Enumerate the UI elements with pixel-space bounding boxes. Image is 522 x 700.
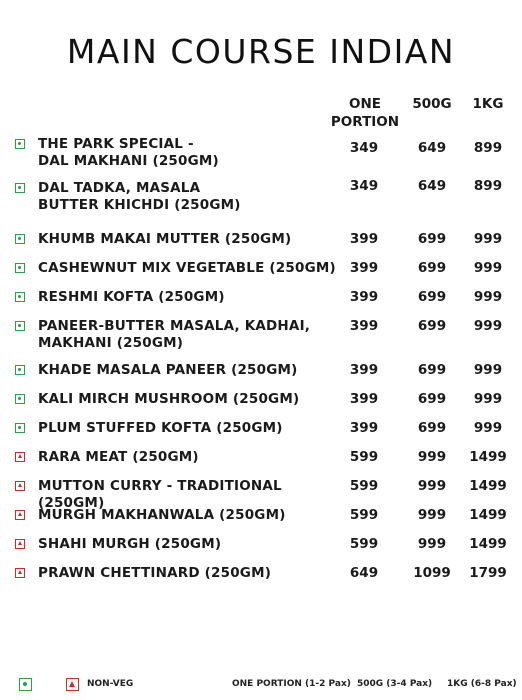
veg-icon bbox=[15, 183, 25, 193]
price-one-portion: 599 bbox=[349, 507, 379, 523]
menu-item-name: RESHMI KOFTA (250GM) bbox=[38, 289, 225, 305]
veg-icon bbox=[15, 321, 25, 331]
price-1kg: 999 bbox=[473, 391, 503, 407]
price-one-portion: 599 bbox=[349, 536, 379, 552]
price-1kg: 999 bbox=[473, 420, 503, 436]
price-one-portion: 399 bbox=[349, 362, 379, 378]
menu-item-name: MURGH MAKHANWALA (250GM) bbox=[38, 507, 286, 523]
veg-legend-icon bbox=[19, 678, 32, 691]
page-title: MAIN COURSE INDIAN bbox=[66, 32, 456, 71]
veg-icon bbox=[15, 234, 25, 244]
price-one-portion: 399 bbox=[349, 318, 379, 334]
veg-icon bbox=[15, 263, 25, 273]
price-1kg: 1499 bbox=[469, 478, 507, 494]
menu-item-name: SHAHI MURGH (250GM) bbox=[38, 536, 222, 552]
price-500g: 699 bbox=[417, 289, 447, 305]
non-veg-icon bbox=[15, 568, 25, 578]
price-500g: 1099 bbox=[413, 565, 451, 581]
veg-icon bbox=[15, 423, 25, 433]
menu-item-name: RARA MEAT (250GM) bbox=[38, 449, 199, 465]
price-1kg: 1499 bbox=[469, 449, 507, 465]
price-500g: 999 bbox=[417, 449, 447, 465]
price-500g: 649 bbox=[417, 140, 447, 156]
price-one-portion: 399 bbox=[349, 391, 379, 407]
price-1kg: 999 bbox=[473, 231, 503, 247]
non-veg-icon bbox=[15, 452, 25, 462]
menu-item-name: THE PARK SPECIAL - DAL MAKHANI (250GM) bbox=[38, 136, 219, 169]
column-header-one-portion: ONE PORTION bbox=[330, 96, 400, 130]
price-one-portion: 399 bbox=[349, 260, 379, 276]
price-1kg: 999 bbox=[473, 362, 503, 378]
price-500g: 699 bbox=[417, 231, 447, 247]
menu-item-name: PRAWN CHETTINARD (250GM) bbox=[38, 565, 272, 581]
veg-icon bbox=[15, 365, 25, 375]
price-one-portion: 399 bbox=[349, 289, 379, 305]
price-500g: 699 bbox=[417, 420, 447, 436]
price-1kg: 899 bbox=[473, 178, 503, 194]
price-1kg: 899 bbox=[473, 140, 503, 156]
price-500g: 699 bbox=[417, 260, 447, 276]
price-one-portion: 349 bbox=[349, 140, 379, 156]
menu-item-name: CASHEWNUT MIX VEGETABLE (250GM) bbox=[38, 260, 336, 276]
veg-icon bbox=[15, 394, 25, 404]
menu-item-name: KHUMB MAKAI MUTTER (250GM) bbox=[38, 231, 292, 247]
non-veg-icon bbox=[15, 539, 25, 549]
price-one-portion: 349 bbox=[349, 178, 379, 194]
menu-item-name: KHADE MASALA PANEER (250GM) bbox=[38, 362, 298, 378]
legend-500g: 500G (3-4 Pax) bbox=[357, 679, 433, 689]
price-500g: 699 bbox=[417, 362, 447, 378]
price-500g: 699 bbox=[417, 318, 447, 334]
price-1kg: 999 bbox=[473, 318, 503, 334]
price-500g: 999 bbox=[417, 507, 447, 523]
price-1kg: 1799 bbox=[469, 565, 507, 581]
price-500g: 699 bbox=[417, 391, 447, 407]
column-header-1kg: 1KG bbox=[472, 96, 504, 112]
price-1kg: 1499 bbox=[469, 507, 507, 523]
price-one-portion: 649 bbox=[349, 565, 379, 581]
menu-item-name: MUTTON CURRY - TRADITIONAL (250GM) bbox=[38, 478, 282, 511]
price-500g: 999 bbox=[417, 536, 447, 552]
price-one-portion: 599 bbox=[349, 449, 379, 465]
column-header-500g: 500G bbox=[412, 96, 452, 112]
menu-item-name: PANEER-BUTTER MASALA, KADHAI, MAKHANI (250GM) bbox=[38, 318, 311, 351]
menu-item-name: PLUM STUFFED KOFTA (250GM) bbox=[38, 420, 283, 436]
price-one-portion: 399 bbox=[349, 231, 379, 247]
non-veg-legend-icon bbox=[66, 678, 79, 691]
veg-icon bbox=[15, 139, 25, 149]
price-500g: 649 bbox=[417, 178, 447, 194]
price-one-portion: 399 bbox=[349, 420, 379, 436]
non-veg-icon bbox=[15, 481, 25, 491]
legend-non-veg: NON-VEG bbox=[87, 679, 134, 689]
menu-item-name: DAL TADKA, MASALA BUTTER KHICHDI (250GM) bbox=[38, 180, 241, 213]
legend-one-portion: ONE PORTION (1-2 Pax) bbox=[232, 679, 351, 689]
legend-1kg: 1KG (6-8 Pax) bbox=[447, 679, 517, 689]
price-500g: 999 bbox=[417, 478, 447, 494]
price-1kg: 999 bbox=[473, 289, 503, 305]
menu-item-name: KALI MIRCH MUSHROOM (250GM) bbox=[38, 391, 300, 407]
price-one-portion: 599 bbox=[349, 478, 379, 494]
price-1kg: 999 bbox=[473, 260, 503, 276]
non-veg-icon bbox=[15, 510, 25, 520]
veg-icon bbox=[15, 292, 25, 302]
price-1kg: 1499 bbox=[469, 536, 507, 552]
